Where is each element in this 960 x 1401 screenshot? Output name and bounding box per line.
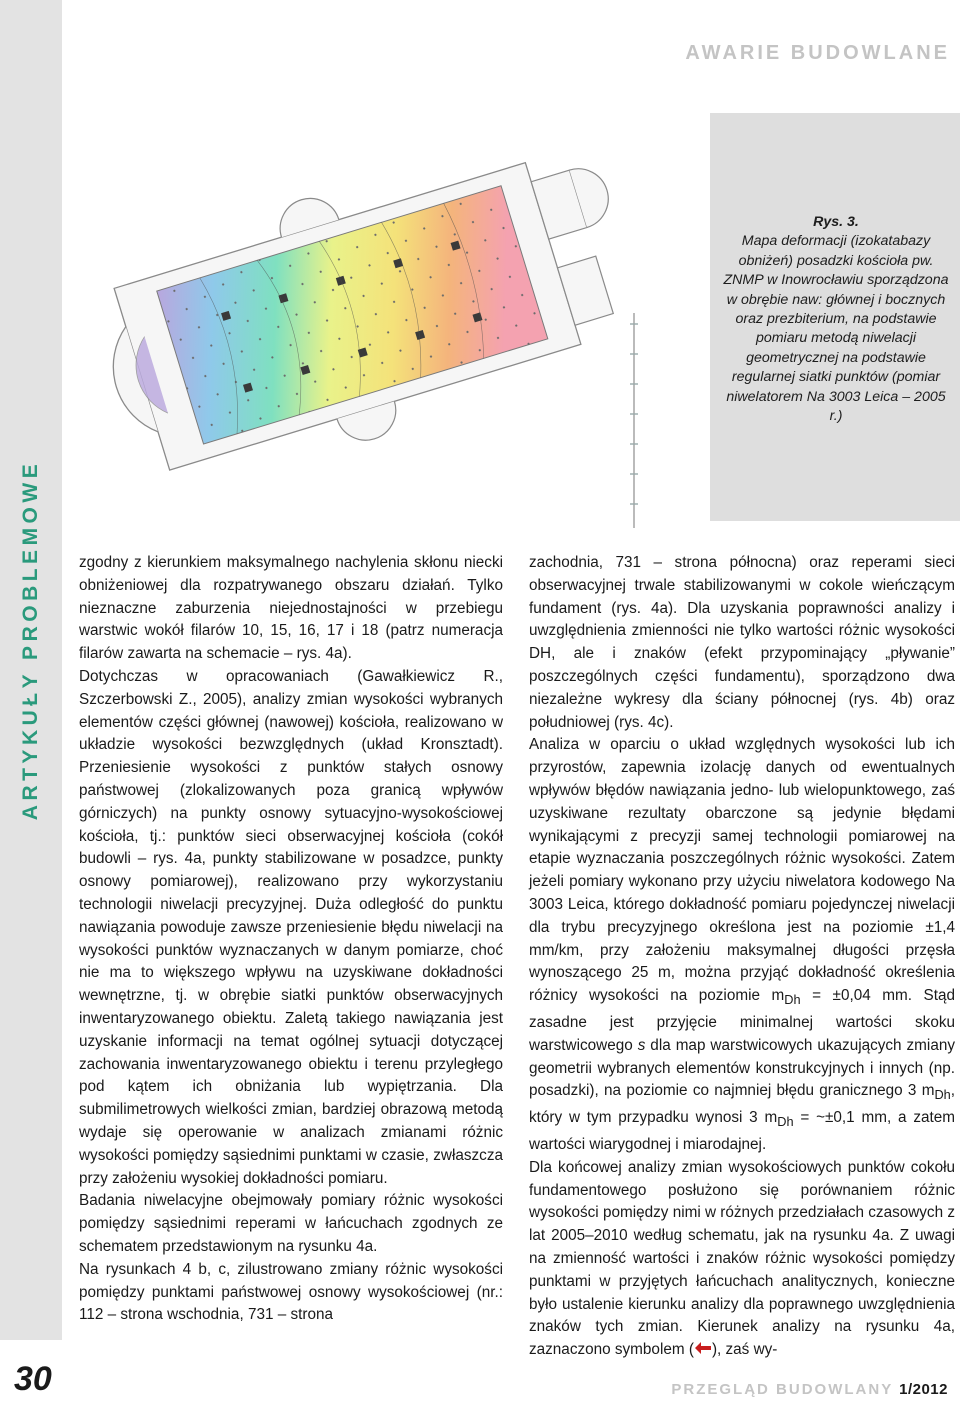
paragraph: zachodnia, 731 – strona północna) oraz reperami sieci obserwacyjnej trwale stabilizowanymi w cokole wieńczącym fundament (rys. 4a). Dla uzyskania poprawności analizy i uwzględnienia zmienności nie tylko wartości różnic wysokości DH, ale i znaków (efekt przypominający „pływanie” poszczególnych części fundamentu), sporządzono dwa niezależne wykresy dla ściany północnej (rys. 4b) oraz południowej (rys. 4c). [529, 554, 955, 731]
page-number: 30 [14, 1360, 52, 1398]
figure-label: Rys. 3. [813, 214, 859, 230]
paragraph: Badania niwelacyjne obejmowały pomiary różnic wysokości pomiędzy sąsiednimi reperami w łańcuchach zgodnych ze schematem przedstawionym na rysunku 4a. [79, 1192, 503, 1255]
header-title: AWARIE BUDOWLANE [685, 42, 950, 64]
paragraph: zgodny z kierunkiem maksymalnego nachylenia skłonu niecki obniżeniowej dla rozpatrywanego obszaru działań. Tylko nieznaczne zaburzenia niejednostajności w przebiegu warstwic wokół filarów 10, 15, 16, 17 i 18 (patrz numeracja filarów zawarta na schemacie – rys. 4a). [79, 554, 503, 663]
left-arrow-icon [694, 1341, 712, 1355]
paragraph: Analiza w oparciu o układ względnych wysokości lub ich przyrostów, zapewnia izolację danych od ewentualnych wpływów błędów nawiązania jedno- lub wielopunktowego, zaś uzyskiwane rezultaty obarczone są jedynie błędami wynikającymi z precyzji samej technologii pomiarowej na etapie wyznaczania poszczególnych różnic wysokości. Zatem jeżeli pomiary wykonano przy użyciu niwelatora kodowego Na 3003 Leica, którego dokładność pomiaru pojedynczej niwelacji dla trybu precyzyjnego określona jest na poziomie ±1,4 mm/km, przy założeniu maksymalnej długości przęsła wynoszącego 25 m, można przyjąć dokładność określenia różnicy wysokości na poziomie $m_{Dh} = \pm 0,04$ mm. Stąd zasadne jest przyjęcie minimalnej wartości skoku warstwicowego s dla map warstwicowych ukazujących zmiany geometrii wybranych elementów konstrukcyjnych i innych (np. posadzki), na poziomie co najmniej błędu granicznego 3 $m_{Dh}$, który w tym przypadku wynosi 3 $m_{Dh}$ = ~±0,1 mm, a zatem wartości wiarygodnej i miarodajnej. [529, 736, 955, 1154]
figure-caption [718, 213, 954, 426]
deformation-map-figure [80, 108, 640, 538]
paragraph: Dotychczas w opracowaniach (Gawałkiewicz R., Szczerbowski Z., 2005), analizy zmian wysokości wybranych elementów części głównej (nawowej) kościoła, realizowano w układzie wysokości bezwzględnych (układ Kronsztadt). Przeniesienie wysokości z punktów stałych osnowy państwowej (zlokalizowanych poza granicą wpływów górniczych) na punkty osnowy sytuacyjno-wysokościowej kościoła, tj.: punktów sieci obserwacyjnej kościoła (cokół budowli – rys. 4a, punkty stabilizowane w posadzce, punkty osnowy pomiarowej), realizowano przy wykorzystaniu technologii niwelacji precyzyjnej. Duża odległość do punktu nawiązania powoduje zawsze przeniesienie błędu niwelacji na wysokości punktów wyznaczanych w danym pomiarze, choć nie ma to większego wpływu na uzyskiwane dokładności wewnętrzne, tj. w obrębie siatki punktów obserwacyjnych inwentaryzowanego obiektu. Zaletą takiego nawiązania jest uzyskanie informacji na temat ogólnej sytuacji dotyczącej zachowania inwentaryzowanego obiektu i terenu przyległego pod kątem ich obniżania lub wypiętrzania. Dla submilimetrowych wielkości zmian, bardziej obrazową metodą wydaje się operowanie w analizach zmianami różnic wysokości pomiędzy sąsiednimi punktami w czasie, zwłaszcza przy założeniu wysokiej dokładności pomiaru. [79, 667, 503, 1187]
text-column-left [79, 552, 503, 1327]
footer [671, 1381, 948, 1398]
journal-name: PRZEGLĄD BUDOWLANY [671, 1381, 893, 1398]
paragraph: Na rysunkach 4 b, c, zilustrowano zmiany różnic wysokości pomiędzy punktami państwowej osnowy wysokościowej (nr.: 112 – strona wschodnia, 731 – strona [79, 1260, 503, 1324]
section-title: ARTYKUŁY PROBLEMOWE [19, 459, 42, 821]
paragraph: Dla końcowej analizy zmian wysokościowych punktów cokołu fundamentowego posłużono się porównaniem różnic wysokości pomiędzy nimi w różnych przedziałach czasowych z lat 2005–2010 według schematu, jak na rysunku 4a. Z uwagi na zmienność wartości i znaków różnic wysokości pomiędzy punktami w przyjętych łańcuchach analitycznych, konieczne było ustalenie kierunku analizy dla poprawnego uwzględnienia znaków tych zmian. Kierunek analizy na rysunku 4a, zaznaczono symbolem ( ), zaś wy- [529, 1158, 955, 1359]
figure-caption-text: Mapa deformacji (izokatabazy obniżeń) posadzki kościoła pw. ZNMP w Inowrocławiu sporządzona w obrębie naw: głównej i bocznych oraz prezbiterium, na podstawie pomiaru metodą niwelacji geometrycznej na podstawie regularnej siatki punktów (pomiar niwelatorem Na 3003 Leica – 2005 r.) [723, 233, 949, 425]
issue-number: 1/2012 [899, 1381, 948, 1398]
text-column-right [529, 552, 955, 1362]
sidebar-band [0, 0, 62, 1340]
